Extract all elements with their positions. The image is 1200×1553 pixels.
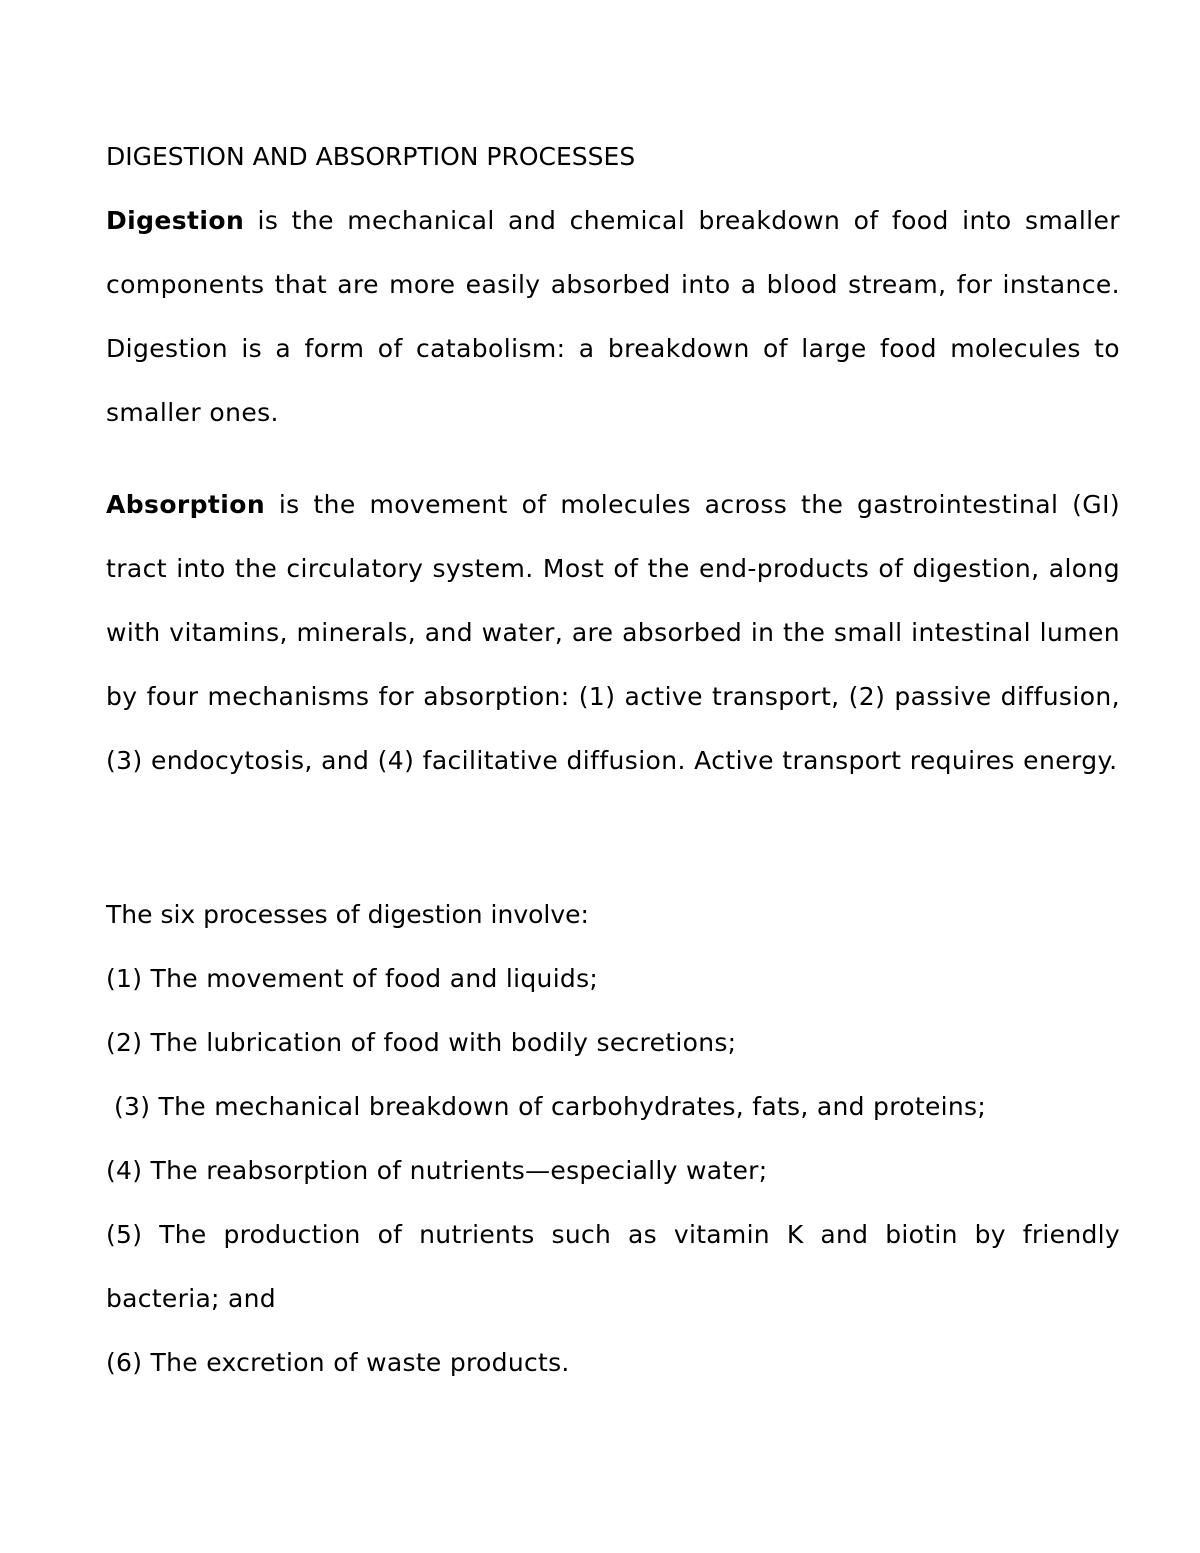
list-item: (3) The mechanical breakdown of carbohydrates, fats, and proteins;: [114, 1092, 987, 1121]
list-item: (6) The excretion of waste products.: [106, 1348, 570, 1377]
processes-intro: The six processes of digestion involve:: [106, 900, 589, 929]
digestion-paragraph: [106, 189, 1120, 445]
list-item: (2) The lubrication of food with bodily secretions;: [106, 1028, 737, 1057]
absorption-term: Absorption: [106, 490, 266, 519]
document-title: DIGESTION AND ABSORPTION PROCESSES: [106, 142, 636, 171]
list-item: (5) The production of nutrients such as vitamin K and biotin by friendly bacteria; and: [106, 1220, 1120, 1313]
absorption-paragraph: [106, 473, 1120, 793]
processes-list: [106, 947, 1120, 1395]
digestion-definition: is the mechanical and chemical breakdown of food into smaller components that are more easily absorbed into a blood stream, for instance. Digestion is a form of catabolism: a breakdown of large food molecules to smaller ones.: [106, 206, 1120, 427]
list-item: (1) The movement of food and liquids;: [106, 964, 599, 993]
digestion-term: Digestion: [106, 206, 245, 235]
absorption-definition: is the movement of molecules across the gastrointestinal (GI) tract into the circulatory system. Most of the end-products of digestion, along with vitamins, minerals, and water, are absorbed in the small intestinal lumen by four mechanisms for absorption: (1) active transport, (2) passive diffusion, (3) endocytosis, and (4) facilitative diffusion. Active transport requires energy.: [106, 490, 1120, 775]
list-item: (4) The reabsorption of nutrients—especially water;: [106, 1156, 768, 1185]
